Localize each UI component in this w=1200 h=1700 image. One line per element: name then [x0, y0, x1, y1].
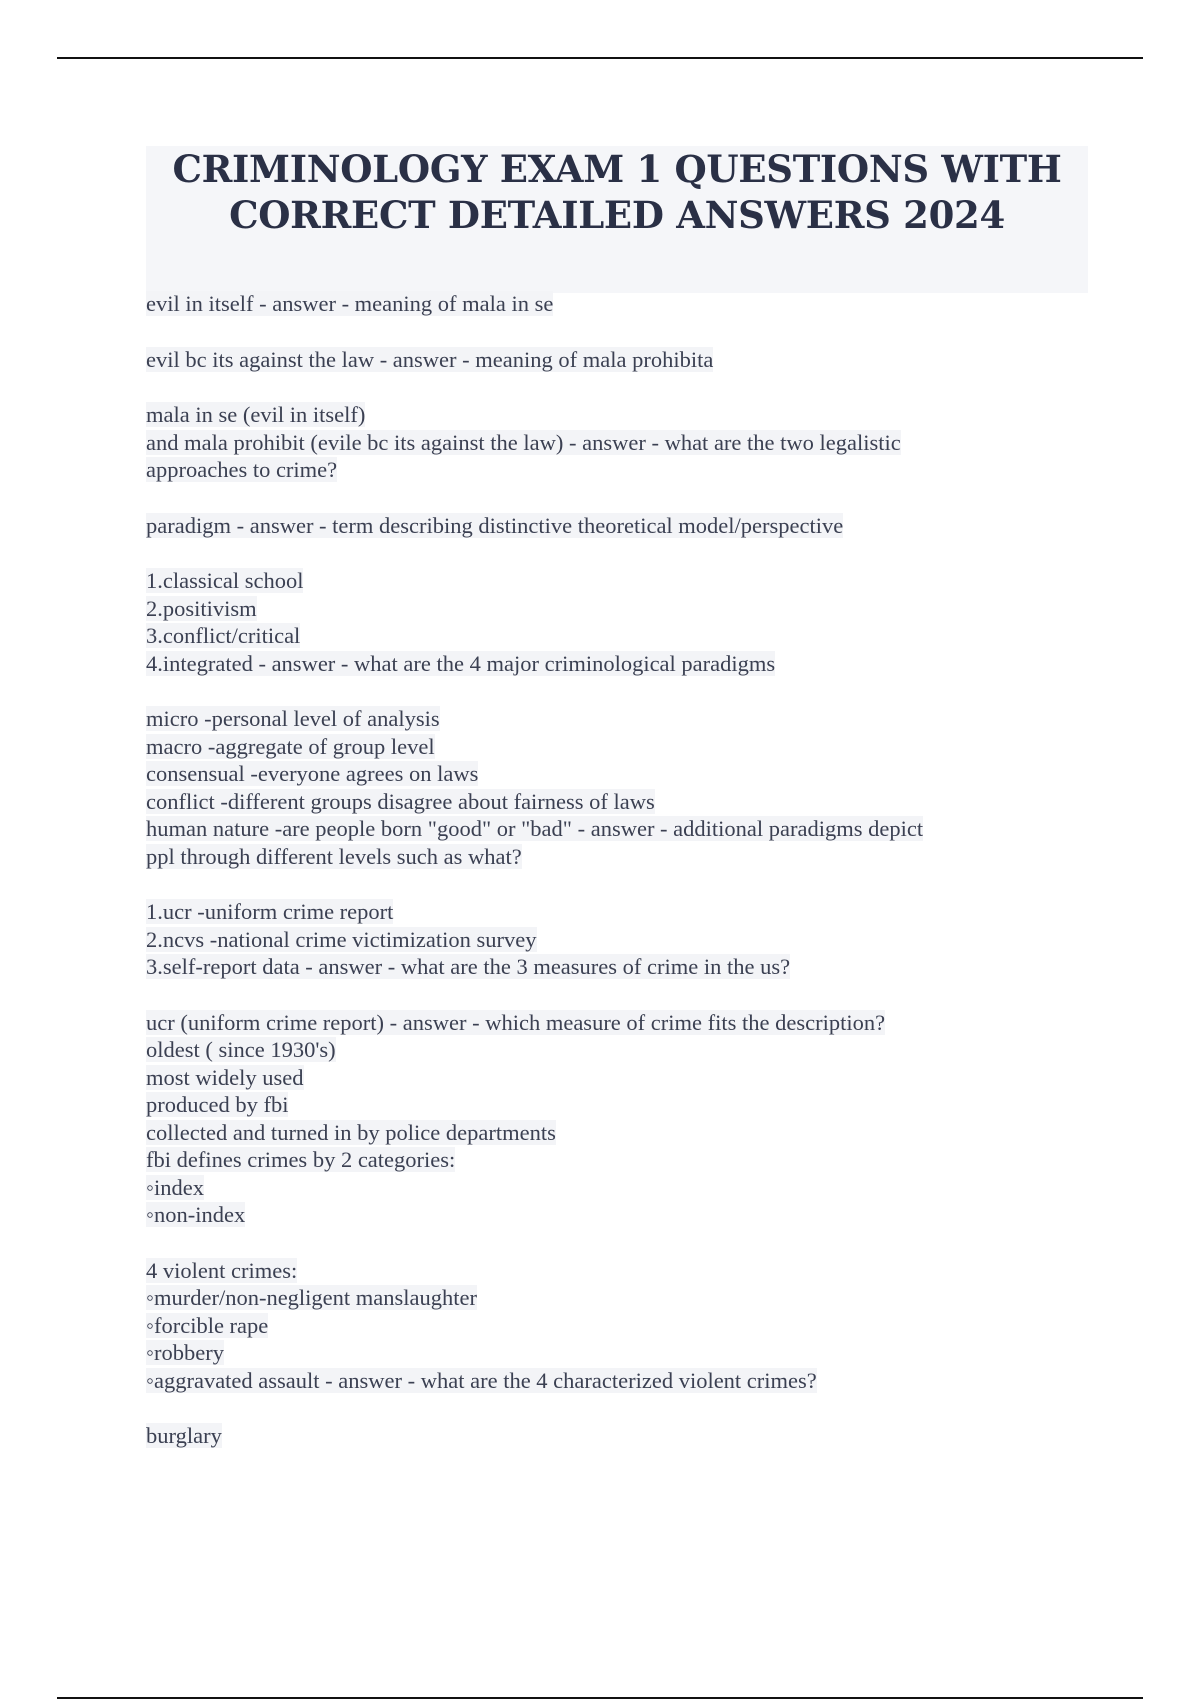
qa-line: [146, 1201, 1106, 1229]
qa-line-text: 4.integrated - answer - what are the 4 major criminological paradigms: [146, 650, 776, 676]
qa-line-text: human nature -are people born "good" or "bad" - answer - additional paradigms depict: [146, 816, 924, 841]
document-title: [146, 146, 1088, 238]
qa-line: [146, 788, 1106, 816]
qa-line-text: ppl through different levels such as what?: [146, 843, 522, 869]
qa-line-text: 1.classical school: [146, 568, 304, 593]
qa-line-text: most widely used: [146, 1064, 304, 1090]
qa-line: [146, 346, 1106, 374]
qa-line-text: ◦index: [146, 1174, 204, 1200]
qa-line-text: ◦robbery: [146, 1340, 224, 1365]
qa-line-text: ◦non-index: [146, 1202, 246, 1227]
title-line-1: CRIMINOLOGY EXAM 1 QUESTIONS WITH: [172, 147, 1062, 191]
title-banner: [146, 146, 1088, 293]
qa-line-text: consensual -everyone agrees on laws: [146, 761, 479, 786]
qa-line: [146, 1036, 1106, 1064]
qa-line-text: collected and turned in by police departments: [146, 1119, 556, 1145]
qa-line-text: 1.ucr -uniform crime report: [146, 899, 394, 924]
qa-line: [146, 1422, 1106, 1450]
qa-line-text: micro -personal level of analysis: [146, 706, 440, 731]
qa-line: [146, 512, 1106, 540]
qa-line: [146, 898, 1106, 926]
qa-line-text: 3.self-report data - answer - what are the 3 measures of crime in the us?: [146, 954, 791, 979]
qa-line-text: macro -aggregate of group level: [146, 733, 435, 759]
qa-line-text: oldest ( since 1930's): [146, 1037, 336, 1062]
qa-line: [146, 567, 1106, 595]
qa-line-text: 3.conflict/critical: [146, 623, 301, 648]
qa-line: [146, 815, 1106, 843]
qa-line-text: evil in itself - answer - meaning of mala in se: [146, 291, 554, 316]
qa-line: [146, 1312, 1106, 1340]
qa-line: [146, 429, 1106, 457]
qa-entry: [146, 567, 1106, 677]
qa-line: [146, 926, 1106, 954]
qa-line: [146, 1064, 1106, 1092]
qa-line-text: 2.ncvs -national crime victimization survey: [146, 926, 537, 952]
qa-line-text: ◦forcible rape: [146, 1312, 269, 1338]
qa-line-text: evil bc its against the law - answer - meaning of mala prohibita: [146, 346, 714, 372]
qa-line: [146, 1146, 1106, 1174]
qa-line-text: fbi defines crimes by 2 categories:: [146, 1147, 456, 1172]
qa-line: [146, 595, 1106, 623]
qa-line: [146, 1339, 1106, 1367]
qa-entry: [146, 705, 1106, 870]
qa-line: [146, 401, 1106, 429]
qa-line: [146, 1284, 1106, 1312]
qa-line: [146, 1091, 1106, 1119]
qa-entry: [146, 898, 1106, 981]
top-rule: [57, 57, 1143, 59]
qa-line-text: 4 violent crimes:: [146, 1257, 298, 1283]
qa-line: [146, 733, 1106, 761]
qa-content: [146, 290, 1106, 1478]
qa-line-text: paradigm - answer - term describing distinctive theoretical model/perspective: [146, 512, 844, 538]
qa-line: [146, 1119, 1106, 1147]
qa-line-text: 2.positivism: [146, 595, 257, 621]
qa-line: [146, 456, 1106, 484]
qa-line: [146, 705, 1106, 733]
qa-line: [146, 843, 1106, 871]
qa-line-text: and mala prohibit (evile bc its against the law) - answer - what are the two legalistic: [146, 429, 901, 455]
qa-line: [146, 622, 1106, 650]
qa-entry: [146, 1422, 1106, 1450]
qa-line-text: produced by fbi: [146, 1092, 289, 1117]
qa-line: [146, 1367, 1106, 1395]
qa-entry: [146, 401, 1106, 484]
qa-entry: [146, 290, 1106, 318]
qa-line-text: ◦murder/non-negligent manslaughter: [146, 1285, 478, 1310]
qa-line: [146, 1174, 1106, 1202]
qa-line: [146, 760, 1106, 788]
qa-line-text: mala in se (evil in itself): [146, 402, 366, 427]
qa-line-text: approaches to crime?: [146, 457, 338, 482]
qa-entry: [146, 346, 1106, 374]
qa-line: [146, 1009, 1106, 1037]
qa-line-text: burglary: [146, 1423, 222, 1448]
bottom-rule: [57, 1697, 1143, 1699]
qa-line: [146, 290, 1106, 318]
qa-entry: [146, 1257, 1106, 1395]
qa-entry: [146, 1009, 1106, 1229]
qa-line: [146, 953, 1106, 981]
title-line-2: CORRECT DETAILED ANSWERS 2024: [229, 193, 1005, 237]
qa-line-text: conflict -different groups disagree about fairness of laws: [146, 788, 655, 814]
qa-line: [146, 650, 1106, 678]
qa-entry: [146, 512, 1106, 540]
qa-line-text: ◦aggravated assault - answer - what are the 4 characterized violent crimes?: [146, 1367, 817, 1393]
qa-line: [146, 1257, 1106, 1285]
qa-line-text: ucr (uniform crime report) - answer - which measure of crime fits the description?: [146, 1009, 886, 1035]
